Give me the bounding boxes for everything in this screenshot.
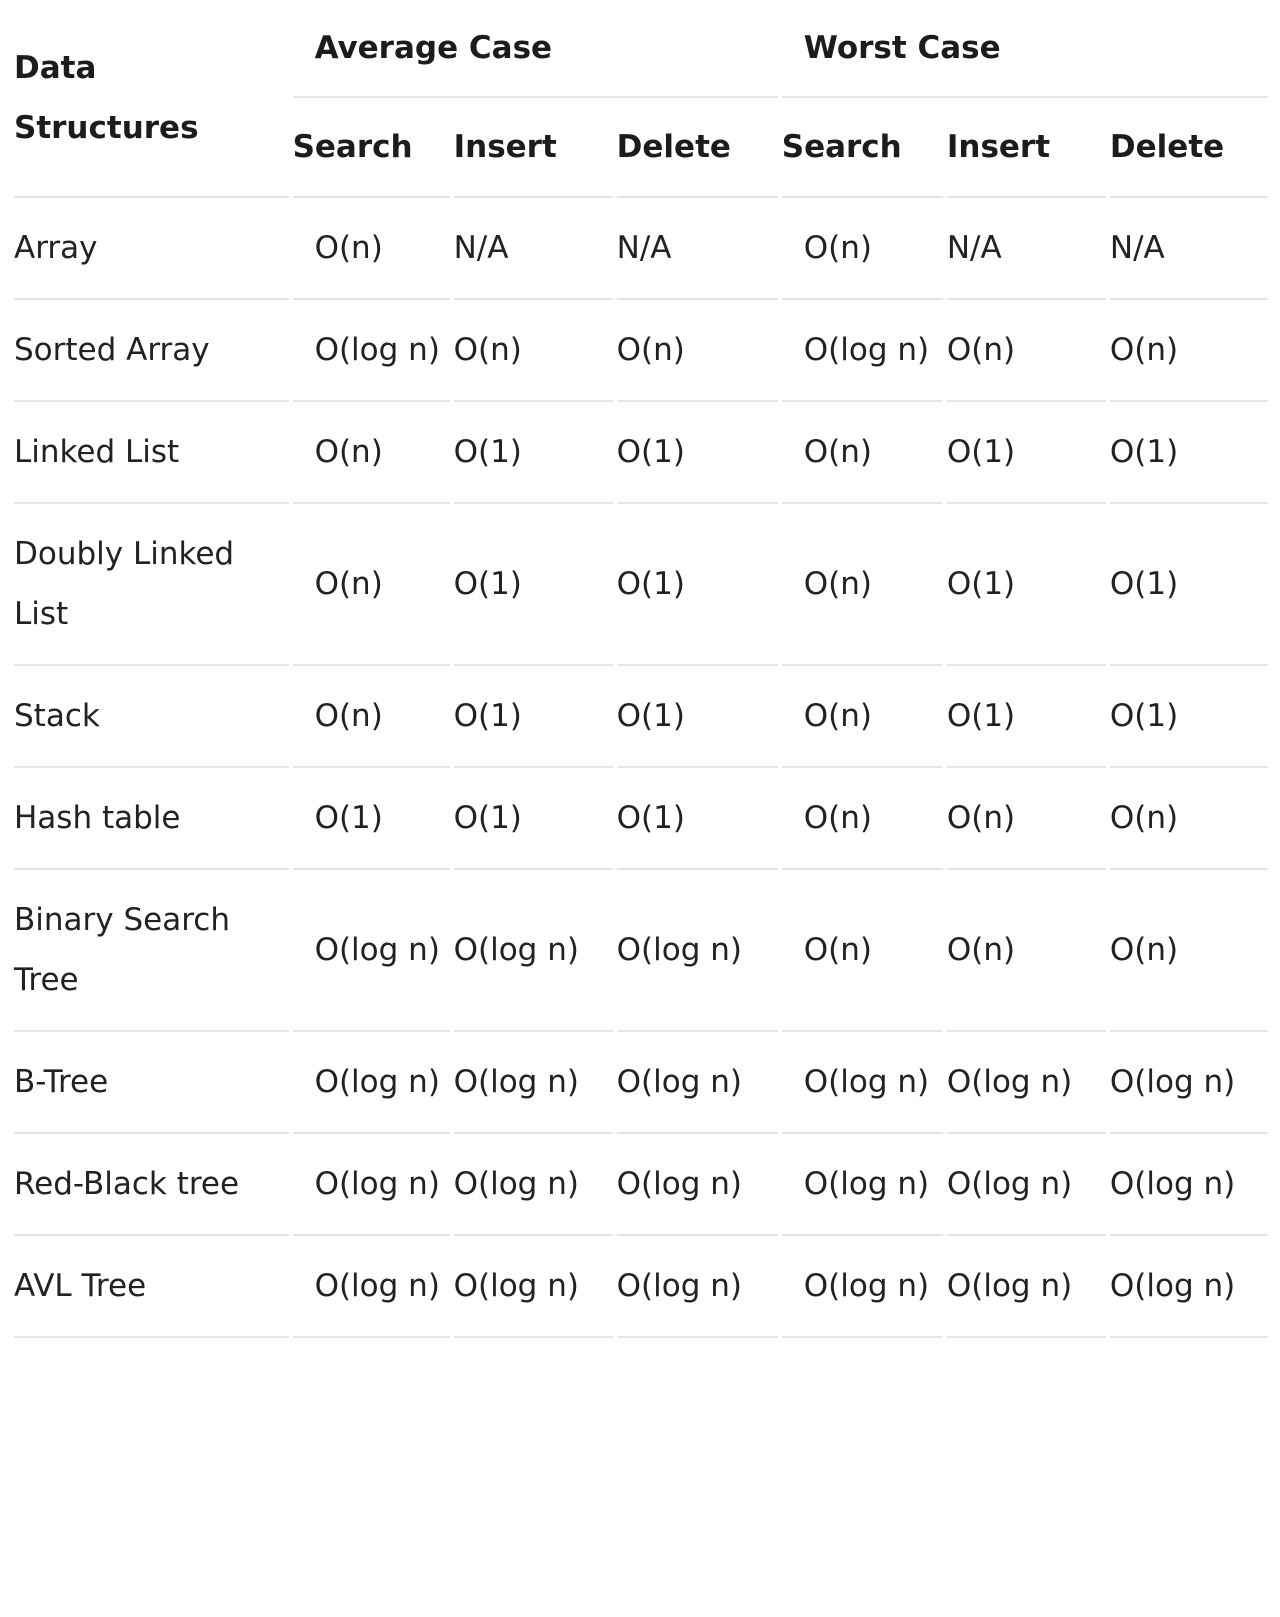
row-name: Hash table — [14, 768, 289, 870]
cell-worst-search: O(n) — [782, 768, 943, 870]
cell-avg-search: O(log n) — [293, 1134, 450, 1236]
cell-worst-delete: O(1) — [1110, 402, 1268, 504]
table-row — [14, 402, 1268, 504]
cell-avg-insert: O(1) — [454, 504, 613, 666]
row-name: Red-Black tree — [14, 1134, 289, 1236]
header-avg-search: Search — [293, 98, 450, 198]
cell-avg-search: O(n) — [293, 504, 450, 666]
cell-worst-delete: O(log n) — [1110, 1236, 1268, 1338]
cell-worst-search: O(n) — [782, 666, 943, 768]
cell-avg-search: O(n) — [293, 666, 450, 768]
row-name: Array — [14, 198, 289, 300]
cell-avg-search: O(1) — [293, 768, 450, 870]
cell-avg-delete: O(1) — [617, 768, 778, 870]
table-row — [14, 300, 1268, 402]
cell-avg-insert: O(log n) — [454, 1236, 613, 1338]
header-worst-insert: Insert — [947, 98, 1106, 198]
table-row — [14, 504, 1268, 666]
header-avg-delete: Delete — [617, 98, 778, 198]
cell-avg-insert: O(log n) — [454, 1134, 613, 1236]
cell-avg-search: O(log n) — [293, 870, 450, 1032]
cell-worst-delete: O(n) — [1110, 870, 1268, 1032]
header-worst-delete: Delete — [1110, 98, 1268, 198]
table-row — [14, 1134, 1268, 1236]
row-name: B-Tree — [14, 1032, 289, 1134]
table-row — [14, 1032, 1268, 1134]
cell-avg-delete: O(n) — [617, 300, 778, 402]
cell-avg-insert: O(1) — [454, 768, 613, 870]
cell-worst-delete: O(1) — [1110, 504, 1268, 666]
cell-avg-delete: O(log n) — [617, 1236, 778, 1338]
table-row — [14, 198, 1268, 300]
cell-worst-delete: O(1) — [1110, 666, 1268, 768]
cell-worst-insert: N/A — [947, 198, 1106, 300]
cell-avg-delete: O(1) — [617, 402, 778, 504]
cell-avg-search: O(log n) — [293, 300, 450, 402]
header-average-case: Average Case — [293, 0, 778, 98]
cell-avg-search: O(n) — [293, 402, 450, 504]
cell-worst-delete: O(n) — [1110, 300, 1268, 402]
cell-worst-delete: O(log n) — [1110, 1134, 1268, 1236]
cell-worst-search: O(log n) — [782, 1236, 943, 1338]
row-name: Linked List — [14, 402, 289, 504]
cell-worst-delete: O(n) — [1110, 768, 1268, 870]
cell-avg-delete: O(log n) — [617, 1032, 778, 1134]
cell-worst-insert: O(1) — [947, 402, 1106, 504]
cell-worst-insert: O(n) — [947, 870, 1106, 1032]
cell-avg-insert: O(log n) — [454, 1032, 613, 1134]
table-row — [14, 870, 1268, 1032]
cell-avg-insert: O(log n) — [454, 870, 613, 1032]
header-group-row — [14, 0, 1268, 98]
cell-worst-insert: O(n) — [947, 768, 1106, 870]
header-data-structures: Data Structures — [14, 0, 289, 198]
cell-avg-insert: O(n) — [454, 300, 613, 402]
table-body — [14, 198, 1268, 1338]
cell-avg-delete: O(1) — [617, 666, 778, 768]
cell-avg-search: O(log n) — [293, 1236, 450, 1338]
row-name: Doubly Linked List — [14, 504, 289, 666]
header-worst-case: Worst Case — [782, 0, 1268, 98]
header-avg-insert: Insert — [454, 98, 613, 198]
cell-worst-insert: O(log n) — [947, 1236, 1106, 1338]
complexity-table — [10, 0, 1272, 1338]
table-row — [14, 1236, 1268, 1338]
cell-worst-insert: O(1) — [947, 666, 1106, 768]
cell-worst-insert: O(n) — [947, 300, 1106, 402]
cell-avg-insert: O(1) — [454, 666, 613, 768]
cell-worst-search: O(n) — [782, 504, 943, 666]
table-row — [14, 666, 1268, 768]
cell-avg-delete: O(log n) — [617, 1134, 778, 1236]
cell-worst-search: O(n) — [782, 198, 943, 300]
cell-worst-search: O(n) — [782, 402, 943, 504]
cell-worst-search: O(log n) — [782, 1134, 943, 1236]
cell-avg-insert: O(1) — [454, 402, 613, 504]
cell-avg-search: O(log n) — [293, 1032, 450, 1134]
cell-worst-delete: N/A — [1110, 198, 1268, 300]
cell-worst-insert: O(log n) — [947, 1032, 1106, 1134]
cell-worst-search: O(log n) — [782, 300, 943, 402]
row-name: AVL Tree — [14, 1236, 289, 1338]
cell-avg-delete: O(1) — [617, 504, 778, 666]
cell-avg-search: O(n) — [293, 198, 450, 300]
table-header — [14, 0, 1268, 198]
cell-avg-delete: O(log n) — [617, 870, 778, 1032]
cell-worst-search: O(log n) — [782, 1032, 943, 1134]
cell-avg-insert: N/A — [454, 198, 613, 300]
cell-worst-delete: O(log n) — [1110, 1032, 1268, 1134]
cell-worst-insert: O(log n) — [947, 1134, 1106, 1236]
table-row — [14, 768, 1268, 870]
row-name: Sorted Array — [14, 300, 289, 402]
cell-worst-insert: O(1) — [947, 504, 1106, 666]
row-name: Binary Search Tree — [14, 870, 289, 1032]
row-name: Stack — [14, 666, 289, 768]
header-worst-search: Search — [782, 98, 943, 198]
cell-worst-search: O(n) — [782, 870, 943, 1032]
complexity-table-container — [14, 0, 1268, 1338]
cell-avg-delete: N/A — [617, 198, 778, 300]
